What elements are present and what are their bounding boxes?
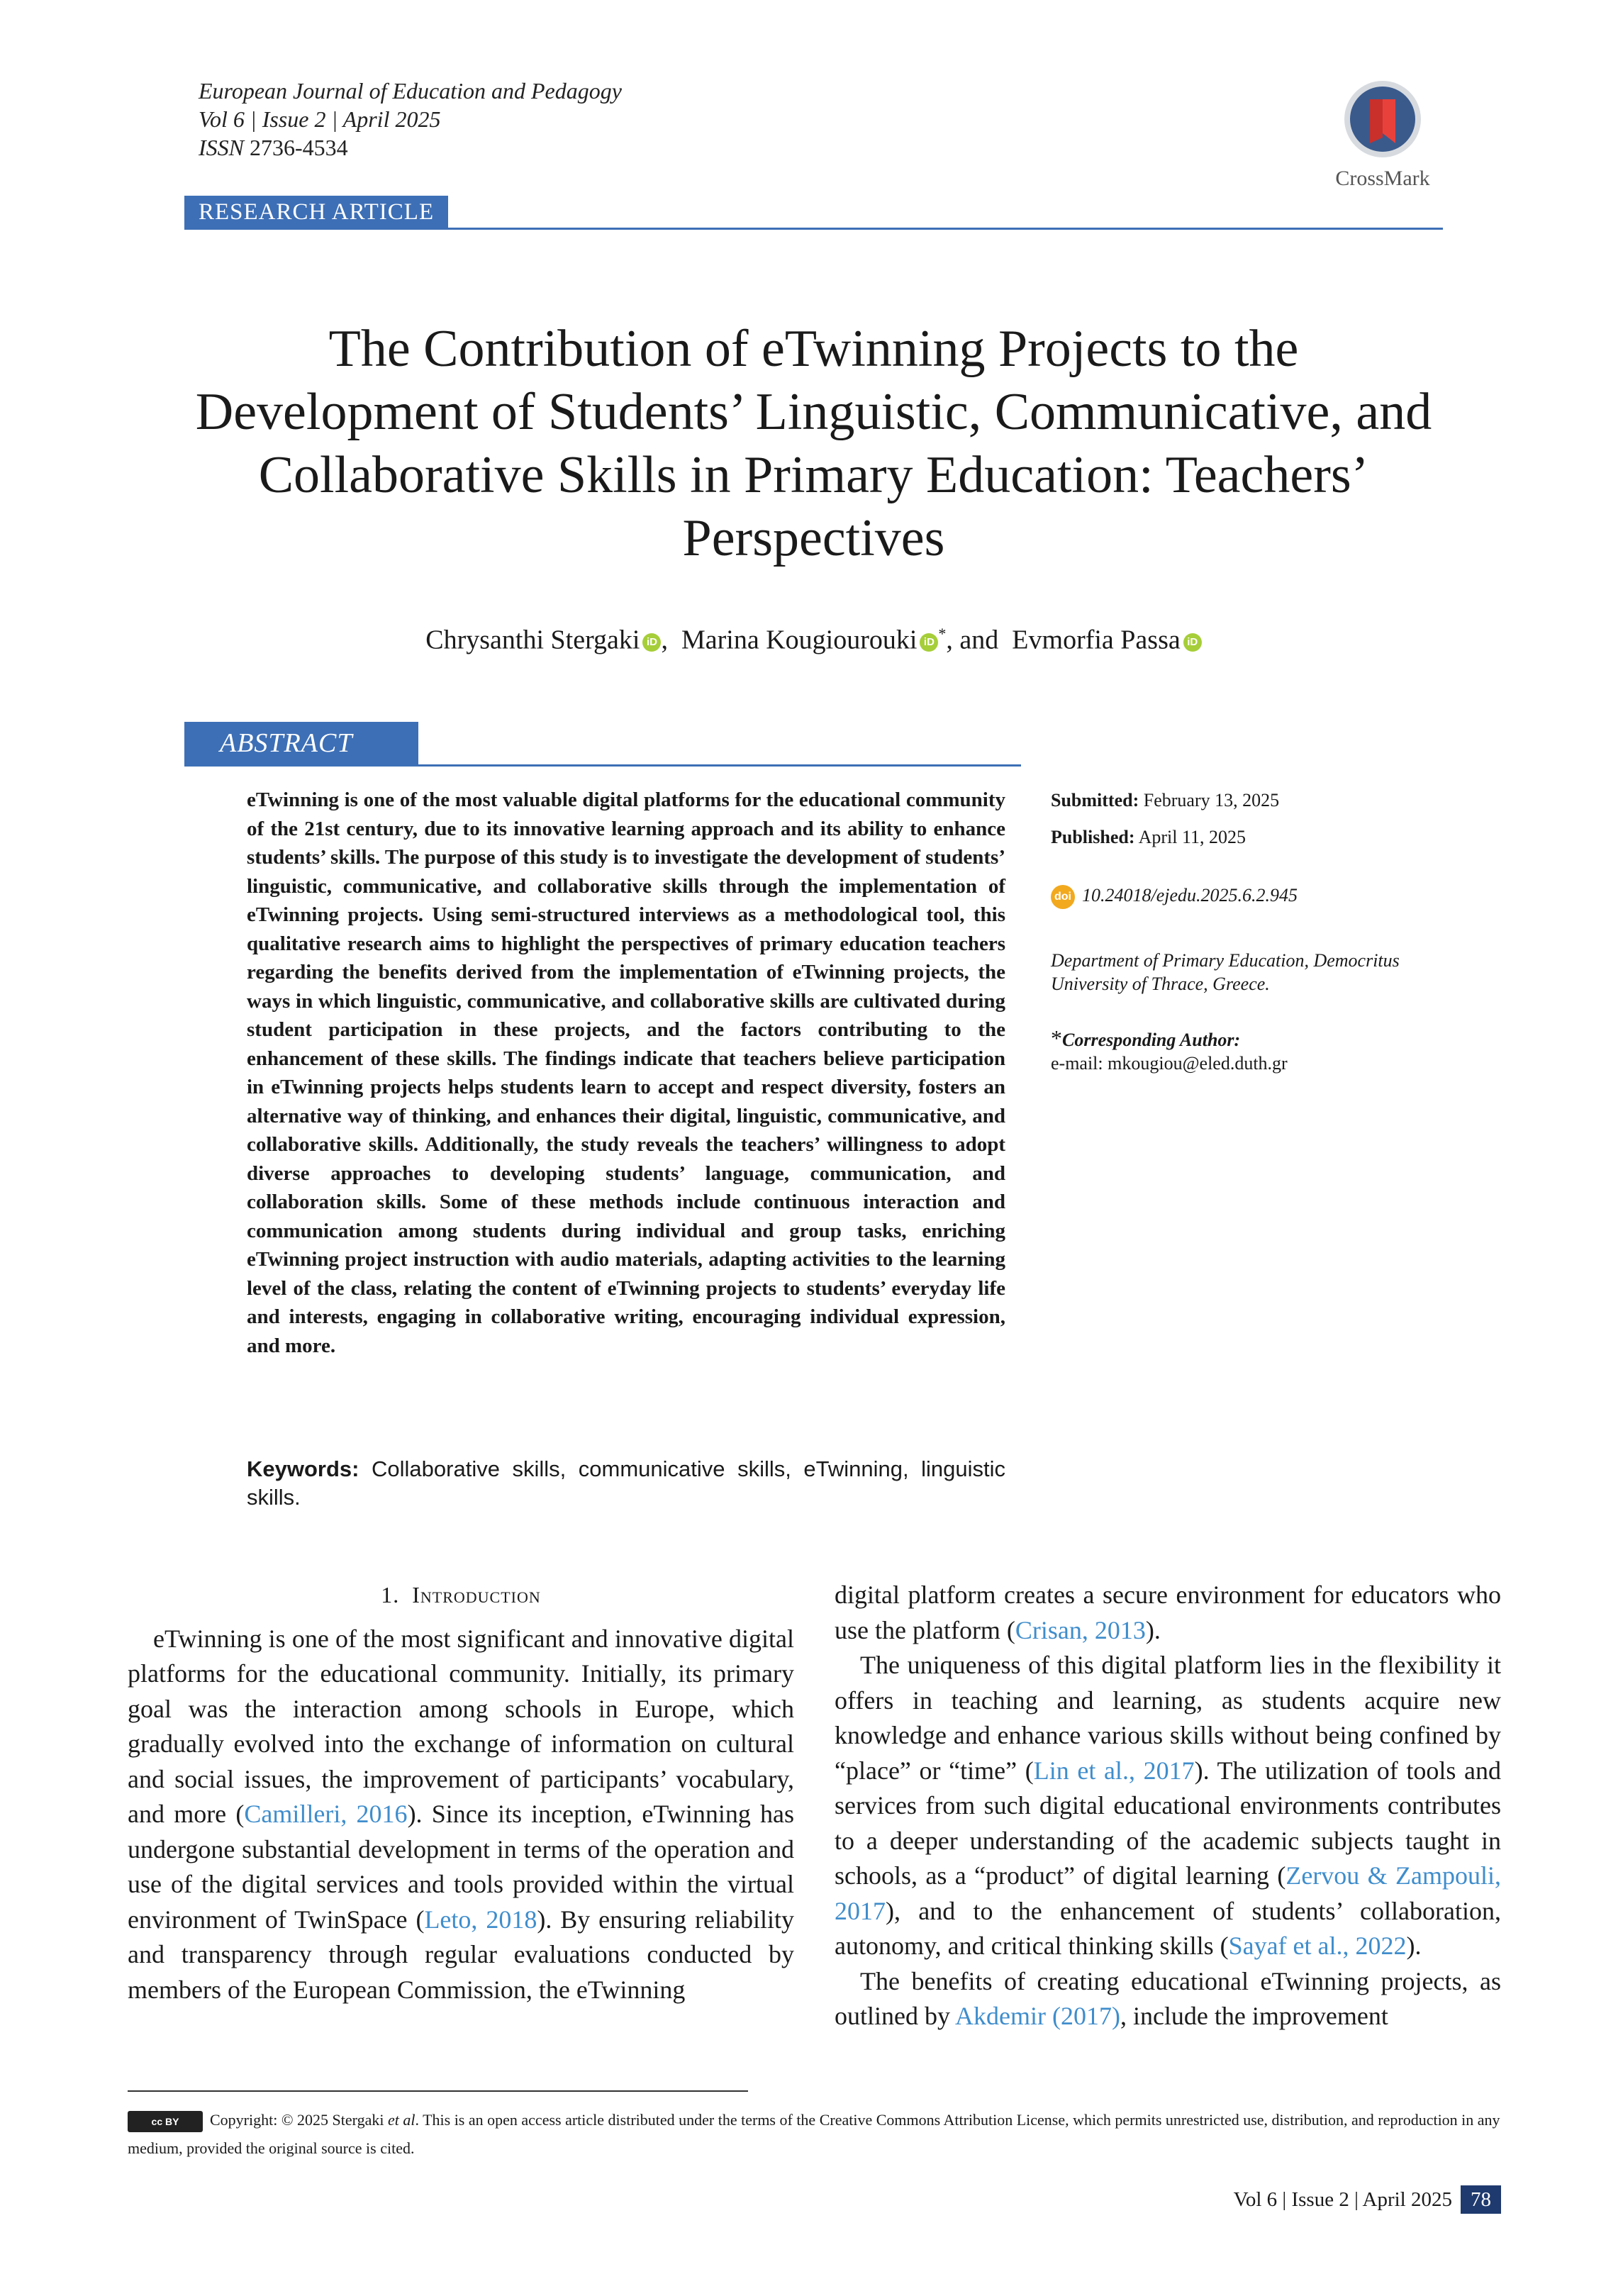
paragraph-text: eTwinning is one of the most significant and innovative digital platforms for the educational community. Initially, its primary goal was the interaction among schools in Europe, which gradually evolved into the exchange of information on cultural and social issues, the improvement of participants’ vocabulary, and more ( xyxy=(128,1624,794,1828)
crossmark-label: CrossMark xyxy=(1335,167,1430,190)
page-footer xyxy=(1234,2185,1501,2214)
intro-paragraph xyxy=(128,1622,794,2008)
orcid-icon[interactable]: iD xyxy=(920,633,938,652)
keywords-text: Collaborative skills, communicative skills, eTwinning, linguistic skills. xyxy=(247,1456,1005,1510)
doi-icon: doi xyxy=(1051,885,1075,909)
section-number: 1. xyxy=(381,1582,400,1607)
paragraph-text: ). xyxy=(1145,1615,1161,1644)
citation-link[interactable]: Leto, 2018 xyxy=(424,1905,537,1934)
paragraph-text: ). xyxy=(1406,1932,1422,1960)
citation-link[interactable]: Lin et al., 2017 xyxy=(1033,1756,1195,1785)
corresponding-email[interactable]: e-mail: mkougiou@eled.duth.gr xyxy=(1051,1053,1288,1074)
journal-volume: Vol 6 | Issue 2 | April 2025 xyxy=(199,106,441,132)
citation-link[interactable]: Crisan, 2013 xyxy=(1015,1615,1146,1644)
abstract-label: ABSTRACT xyxy=(184,722,418,764)
submitted-info xyxy=(1051,788,1448,812)
author-list xyxy=(184,617,1443,657)
journal-issn xyxy=(199,133,622,162)
header-rule xyxy=(184,228,1443,230)
paragraph-text: ). Since its inception, eTwinning has undergone substantial development in terms of the operation and use of the digital services and tools provided within the virtual environment of TwinSpace ( xyxy=(128,1800,795,1934)
keywords xyxy=(247,1455,1005,1512)
paragraph-text: , include the improvement xyxy=(1120,2002,1388,2030)
submitted-label: Submitted: xyxy=(1051,790,1139,810)
paragraph-text: digital platform creates a secure environment for educators who use the platform ( xyxy=(835,1581,1501,1644)
abstract-rule xyxy=(184,764,1021,767)
corresponding-star: * xyxy=(1051,1025,1062,1051)
paragraph-text: ). By ensuring reliability and transparency through regular evaluations conducted by members of the European Commission, the eTwinning xyxy=(128,1905,794,2004)
paragraph-text: The benefits of creating educational eTwinning projects, as outlined by xyxy=(835,1966,1501,2030)
intro-paragraph xyxy=(835,1648,1501,1964)
abstract-text: eTwinning is one of the most valuable digital platforms for the educational community of the 21st century, due to its innovative learning approach and its ability to enhance students’ skills. The purpose of this study is to investigate the development of students’ linguistic, communicative, and collaborative skills through the implementation of eTwinning projects. Using semi-structured interviews as a methodological tool, this qualitative research aims to highlight the perspectives of primary education teachers regarding the benefits derived from the implementation of eTwinning projects, the ways in which linguistic, communicative, and collaborative skills are cultivated during student participation in these projects, and the factors contributing to the enhancement of these skills. The findings indicate that teachers believe participation in eTwinning projects helps students learn to accept and respect diversity, fosters an alternative way of thinking, and enhances their digital, linguistic, communicative, and collaborative skills. Additionally, the study reveals the teachers’ willingness to adopt diverse approaches to developing students’ language, communication, and collaboration skills. Some of these methods include continuous interaction and communication among students during individual and group tasks, enriching eTwinning project instruction with audio materials, adapting activities to the learning level of the class, relating the content of eTwinning projects to students’ everyday life and interests, engaging in collaborative writing, encouraging individual expression, and more. xyxy=(247,788,1005,1357)
doi-link[interactable]: 10.24018/ejedu.2025.6.2.945 xyxy=(1082,885,1298,905)
page-number: 78 xyxy=(1461,2185,1501,2214)
department-affiliation: Department of Primary Education, Democritus University of Thrace, Greece. xyxy=(1051,950,1400,994)
author-name[interactable]: Evmorfia Passa xyxy=(1012,625,1181,655)
intro-paragraph xyxy=(835,1964,1501,2034)
citation-link[interactable]: Zervou & Zampouli, 2017 xyxy=(835,1861,1501,1925)
crossmark-icon xyxy=(1342,78,1424,160)
section-heading xyxy=(128,1578,794,1613)
orcid-icon[interactable]: iD xyxy=(1183,633,1202,652)
issn-value: 2736-4534 xyxy=(250,135,348,160)
keywords-label: Keywords: xyxy=(247,1456,359,1481)
issn-label: ISSN xyxy=(199,135,244,160)
cc-license-badge[interactable]: cc BY xyxy=(128,2111,203,2132)
intro-paragraph xyxy=(835,1578,1501,1648)
copyright-notice xyxy=(128,2106,1503,2163)
copyright-text: Copyright: © 2025 Stergaki xyxy=(210,2111,388,2129)
copyright-etal: et al xyxy=(387,2111,415,2129)
article-type-label: RESEARCH ARTICLE xyxy=(184,196,448,228)
paragraph-text: ), and to the enhancement of students’ collaboration, autonomy, and critical thinking skills ( xyxy=(835,1896,1501,1960)
footer-volume: Vol 6 | Issue 2 | April 2025 xyxy=(1233,2188,1452,2211)
paragraph-text: ). The utilization of tools and services from such digital educational environments contributes to a deeper understanding of the academic subjects taught in schools, as a “product” of digital learning ( xyxy=(835,1756,1502,1890)
footnote-rule xyxy=(128,2090,748,2092)
left-column xyxy=(128,1578,794,2007)
corresponding-star: * xyxy=(938,625,947,642)
corresponding-label: Corresponding Author: xyxy=(1062,1030,1241,1050)
corresponding-author xyxy=(1051,1027,1448,1075)
orcid-icon[interactable]: iD xyxy=(642,633,661,652)
author-name[interactable]: Marina Kougiourouki xyxy=(681,625,918,655)
copyright-text: . This is an open access article distributed under the terms of the Creative Commons Attribution License, which permits unrestricted use, distribution, and reproduction in any medium, provided the original source is cited. xyxy=(128,2111,1500,2157)
crossmark-badge[interactable] xyxy=(1322,78,1443,191)
published-date: April 11, 2025 xyxy=(1138,827,1246,847)
citation-link[interactable]: Sayaf et al., 2022 xyxy=(1228,1932,1407,1960)
citation-link[interactable]: Camilleri, 2016 xyxy=(244,1800,408,1828)
citation-link[interactable]: Akdemir (2017) xyxy=(955,2002,1120,2030)
author-separator: , xyxy=(661,625,681,655)
doi-line[interactable] xyxy=(1051,884,1448,909)
submitted-date: February 13, 2025 xyxy=(1143,790,1280,810)
paragraph-text: The uniqueness of this digital platform lies in the flexibility it offers in teaching and learning, as students acquire new knowledge and enhance various skills without being confined by “place” or “time” ( xyxy=(835,1651,1501,1785)
journal-name: European Journal of Education and Pedagogy xyxy=(199,78,622,104)
author-name[interactable]: Chrysanthi Stergaki xyxy=(425,625,640,655)
journal-header xyxy=(199,77,622,162)
section-title: Introduction xyxy=(412,1582,541,1607)
published-label: Published: xyxy=(1051,827,1135,847)
published-info xyxy=(1051,825,1448,849)
author-separator: , and xyxy=(946,625,1013,655)
right-column xyxy=(835,1578,1501,2034)
article-title: The Contribution of eTwinning Projects to the Development of Students’ Linguistic, Communicative, and Collaborative Skills in Primary Education: Teachers’ Perspectives xyxy=(195,320,1432,567)
